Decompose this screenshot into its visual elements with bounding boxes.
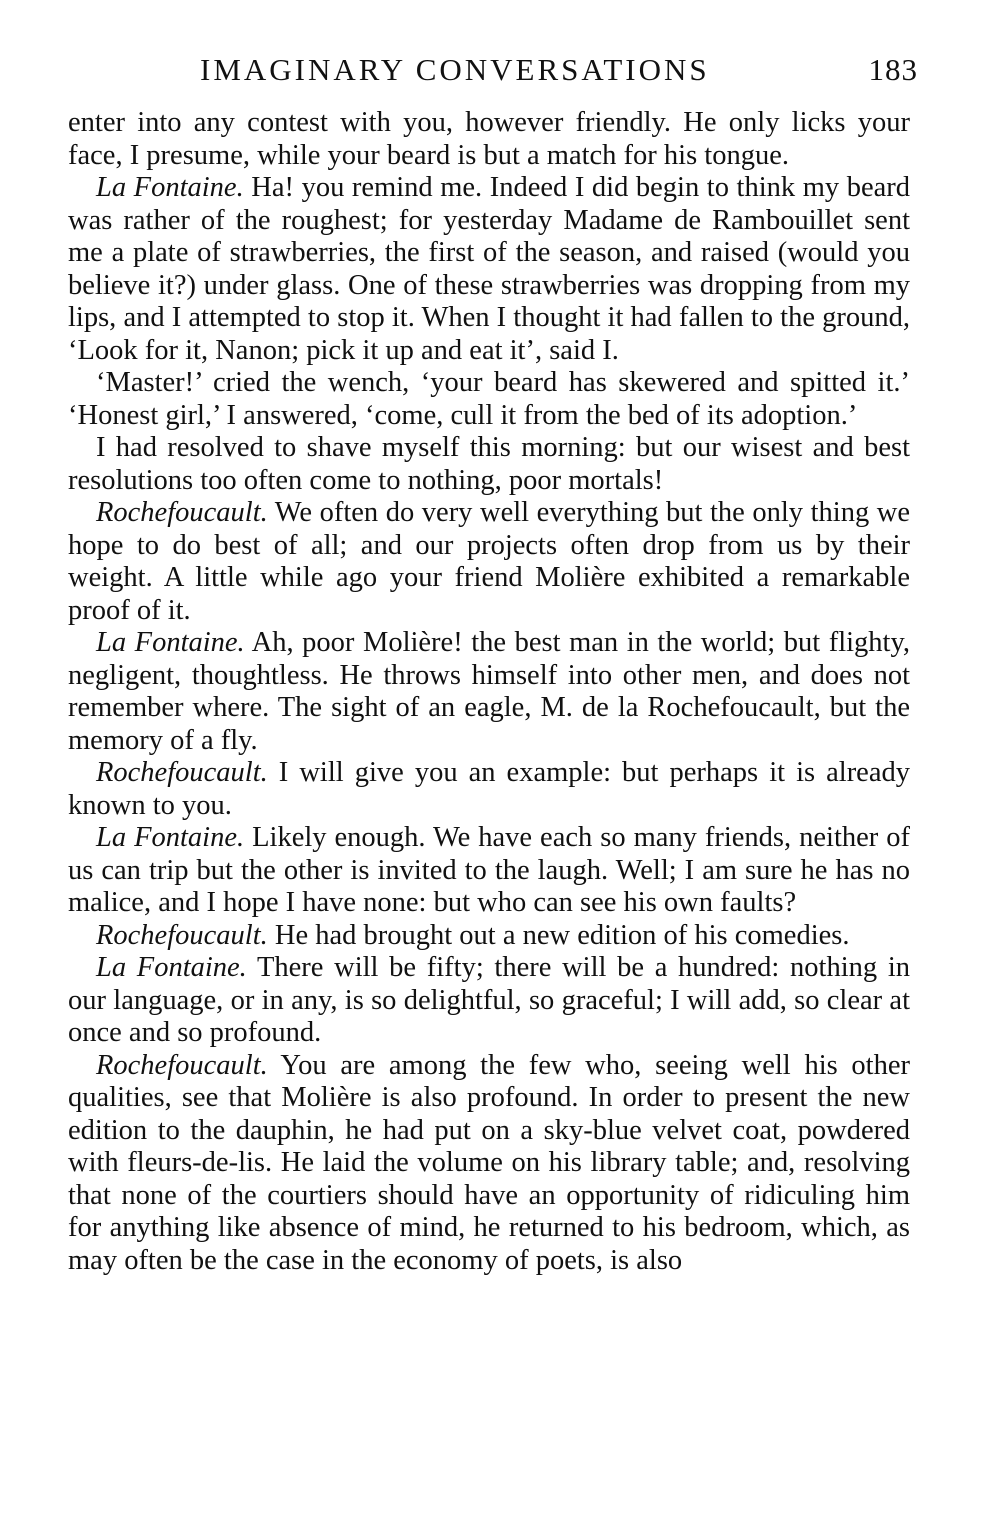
paragraph-text: ‘Master!’ cried the wench, ‘your beard has skewered and spitted it.’ ‘Honest girl,’ I answered, ‘come, cull it from the bed of its adoption.’ <box>68 367 910 431</box>
speaker-name: Rochefoucault. <box>96 919 268 951</box>
paragraph <box>68 107 910 172</box>
speaker-name: La Fontaine. <box>96 822 245 853</box>
paragraph <box>68 432 910 497</box>
speaker-name: Rochefoucault. <box>96 1049 268 1081</box>
page-number: 183 <box>868 52 918 87</box>
paragraph-text: I had resolved to shave myself this morning: but our wisest and best resolutions too often come to nothing, poor mortals! <box>68 432 910 496</box>
paragraph <box>68 367 910 432</box>
running-title: IMAGINARY CONVERSATIONS <box>200 52 710 87</box>
paragraph-text: We often do very well everything but the only thing we hope to do best of all; and our projects often drop from us by their weight. A little while ago your friend Molière exhibited a remarkable proof of it. <box>68 497 910 626</box>
paragraph-text: enter into any contest with you, however friendly. He only licks your face, I presume, while your beard is but a match for his tongue. <box>68 107 910 171</box>
paragraph-text: Ha! you remind me. Indeed I did begin to think my beard was rather of the roughest; for yesterday Madame de Rambouillet sent me a plate of strawberries, the first of the season, and raised (would you believe it?) under glass. One of these strawberries was dropping from my lips, and I attempted to stop it. When I thought it had fallen to the ground, ‘Look for it, Nanon; pick it up and eat it’, said I. <box>68 172 910 366</box>
paragraph <box>68 1050 910 1278</box>
paragraph <box>68 920 910 953</box>
speaker-name: La Fontaine. <box>96 172 244 203</box>
paragraph <box>68 822 910 920</box>
paragraph-text: He had brought out a new edition of his comedies. <box>267 919 850 951</box>
paragraph-text: I will give you an example: but perhaps it is already known to you. <box>68 757 910 821</box>
paragraph <box>68 757 910 822</box>
paragraph <box>68 497 910 627</box>
speaker-name: La Fontaine. <box>96 952 247 983</box>
speaker-name: Rochefoucault. <box>96 757 268 788</box>
paragraph <box>68 172 910 367</box>
paragraph-text: You are among the few who, seeing well his other qualities, see that Molière is also profound. In order to present the new edition to the dauphin, he had put on a sky-blue velvet coat, powdered with fleurs-de-lis. He laid the volume on his library table; and, resolving that none of the courtiers should have an opportunity of ridiculing him for anything like absence of mind, he returned to his bedroom, which, as may often be the case in the economy of poets, is also <box>68 1049 910 1276</box>
page-body <box>68 107 910 1277</box>
paragraph-text: Ah, poor Molière! the best man in the world; but flighty, negligent, thoughtless. He throws himself into other men, and does not remember where. The sight of an eagle, M. de la Rochefoucault, but the memory of a fly. <box>68 627 910 756</box>
speaker-name: Rochefoucault. <box>96 497 268 528</box>
paragraph-text: There will be fifty; there will be a hundred: nothing in our language, or in any, is so delightful, so graceful; I will add, so clear at once and so profound. <box>68 952 910 1048</box>
paragraph <box>68 627 910 757</box>
paragraph <box>68 952 910 1050</box>
speaker-name: La Fontaine. <box>96 627 245 658</box>
paragraph-text: Likely enough. We have each so many friends, neither of us can trip but the other is invited to the laugh. Well; I am sure he has no malice, and I hope I have none: but who can see his own faults? <box>68 822 911 918</box>
